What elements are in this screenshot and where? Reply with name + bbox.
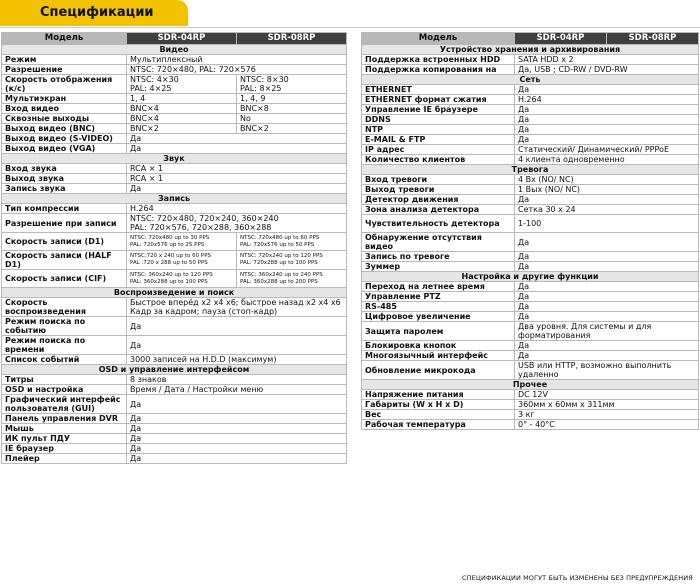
spec-value: DC 12V (515, 390, 699, 400)
spec-label: IE браузер (2, 444, 127, 454)
spec-label: Разрешение при записи (2, 214, 127, 233)
spec-row (362, 155, 699, 165)
spec-value: Да (515, 105, 699, 115)
spec-value: No (237, 114, 347, 124)
spec-label: ETHERNET (362, 85, 515, 95)
spec-label: Обнаружение отсутствия видео (362, 233, 515, 252)
spec-row (362, 312, 699, 322)
spec-row (362, 215, 699, 233)
spec-value: Да (127, 434, 347, 444)
spec-label: Выход звука (2, 174, 127, 184)
spec-value: NTSC: 720x240 up to 120 PPS PAL: 720x288 up to 100 PPS (237, 251, 347, 270)
spec-label: Блокировка кнопок (362, 341, 515, 351)
spec-label: NTP (362, 125, 515, 135)
section-header (362, 75, 699, 85)
spec-label: Управление IE браузере (362, 105, 515, 115)
spec-value: Сетка 30 x 24 (515, 205, 699, 215)
spec-row (2, 355, 347, 365)
spec-value: 1-100 (515, 215, 699, 233)
spec-row (2, 233, 347, 251)
spec-row (2, 214, 347, 233)
spec-value: 8 знаков (127, 375, 347, 385)
spec-label: Запись звука (2, 184, 127, 194)
spec-row (362, 65, 699, 75)
spec-value: Да (127, 144, 347, 154)
spec-label: Титры (2, 375, 127, 385)
spec-row (362, 135, 699, 145)
spec-label: RS-485 (362, 302, 515, 312)
section-title: Запись (2, 194, 347, 204)
spec-row (362, 351, 699, 361)
spec-row (2, 144, 347, 154)
section-title: Воспроизведение и поиск (2, 288, 347, 298)
spec-value: NTSC:720 x 240 up to 60 PPS PAL :720 x 288 up to 50 PPS (127, 251, 237, 270)
spec-label: ETHERNET формат сжатия (362, 95, 515, 105)
spec-label: Защита паролем (362, 322, 515, 341)
section-title: Тревога (362, 165, 699, 175)
spec-value: BNC×4 (127, 114, 237, 124)
spec-row (2, 204, 347, 214)
spec-label: Вход звука (2, 164, 127, 174)
spec-value: Да (515, 125, 699, 135)
spec-value: H.264 (515, 95, 699, 105)
spec-value: Да (127, 444, 347, 454)
spec-label: Рабочая температура (362, 420, 515, 430)
spec-value: Да (127, 414, 347, 424)
spec-table-left (1, 32, 347, 464)
spec-row (2, 317, 347, 336)
spec-row (2, 336, 347, 355)
spec-row (2, 444, 347, 454)
spec-label: Сквозные выходы (2, 114, 127, 124)
spec-value: Да (515, 115, 699, 125)
table-header (2, 33, 347, 45)
spec-row (2, 164, 347, 174)
spec-label: OSD и настройка (2, 385, 127, 395)
spec-label: Чувствительность детектора (362, 215, 515, 233)
spec-value: SATA HDD x 2 (515, 55, 699, 65)
spec-value: BNC×4 (127, 104, 237, 114)
spec-label: E-MAIL & FTP (362, 135, 515, 145)
spec-row (2, 385, 347, 395)
spec-value: BNC×2 (127, 124, 237, 134)
spec-value: 1, 4, 9 (237, 94, 347, 104)
spec-label: Выход видео (BNC) (2, 124, 127, 134)
spec-value: 3 кг (515, 410, 699, 420)
spec-row (2, 104, 347, 114)
spec-row (362, 400, 699, 410)
section-header (2, 154, 347, 164)
spec-value: NTSC: 720×480, PAL: 720×576 (127, 65, 347, 75)
section-title: Сеть (362, 75, 699, 85)
spec-label: Режим (2, 55, 127, 65)
spec-value: Да (127, 134, 347, 144)
spec-value: Два уровня. Для системы и для форматирования (515, 322, 699, 341)
spec-row (2, 174, 347, 184)
spec-row (2, 454, 347, 464)
section-header (2, 194, 347, 204)
spec-row (362, 292, 699, 302)
section-title: Прочее (362, 380, 699, 390)
spec-value: NTSC: 720×480, 720×240, 360×240 PAL: 720×576, 720×288, 360×288 (127, 214, 347, 233)
spec-row (362, 390, 699, 400)
section-header (2, 288, 347, 298)
header-model: Модель (362, 33, 515, 45)
spec-label: Разрешение (2, 65, 127, 75)
spec-value: Да (515, 302, 699, 312)
spec-row (362, 282, 699, 292)
spec-row (362, 95, 699, 105)
spec-value: Да (515, 292, 699, 302)
spec-value: Время / Дата / Настройки меню (127, 385, 347, 395)
spec-label: Список событий (2, 355, 127, 365)
spec-row (362, 205, 699, 215)
spec-row (2, 414, 347, 424)
spec-label: Мультиэкран (2, 94, 127, 104)
spec-row (2, 270, 347, 288)
spec-row (362, 262, 699, 272)
spec-table-right (361, 32, 699, 430)
spec-value: Да (127, 454, 347, 464)
title-tab (0, 0, 188, 26)
spec-row (362, 145, 699, 155)
spec-value: Быстрое вперёд x2 x4 x6; быстрое назад x2 x4 x6 Кадр за кадром; пауза (стоп-кадр) (127, 298, 347, 317)
spec-value: 4 Вх (NO/ NC) (515, 175, 699, 185)
section-title: Настройка и другие функции (362, 272, 699, 282)
spec-value: USB или HTTP, возможно выполнить удаленно (515, 361, 699, 380)
spec-row (2, 75, 347, 94)
spec-label: Запись по тревоге (362, 252, 515, 262)
spec-label: Режим поиска по времени (2, 336, 127, 355)
spec-value: Да (515, 341, 699, 351)
spec-row (362, 85, 699, 95)
spec-label: Обновление микрокода (362, 361, 515, 380)
spec-label: Вход видео (2, 104, 127, 114)
spec-value: RCA × 1 (127, 164, 347, 174)
header-model: Модель (2, 33, 127, 45)
spec-row (2, 434, 347, 444)
header-col-sdr04rp: SDR-04RP (127, 33, 237, 45)
header-col-sdr04rp: SDR-04RP (515, 33, 607, 45)
spec-value: 360мм x 60мм x 311мм (515, 400, 699, 410)
spec-row (362, 361, 699, 380)
spec-row (2, 134, 347, 144)
spec-value: BNC×8 (237, 104, 347, 114)
spec-label: Габариты (W x H x D) (362, 400, 515, 410)
spec-label: Режим поиска по событию (2, 317, 127, 336)
title-rule (0, 27, 700, 28)
spec-label: DDNS (362, 115, 515, 125)
spec-label: Скорость воспроизведения (2, 298, 127, 317)
spec-value: Да (515, 85, 699, 95)
spec-label: Скорость записи (HALF D1) (2, 251, 127, 270)
spec-row (2, 114, 347, 124)
spec-label: Цифровое увеличение (362, 312, 515, 322)
spec-value: Да (515, 312, 699, 322)
spec-label: Поддержка копирования на (362, 65, 515, 75)
spec-value: H.264 (127, 204, 347, 214)
spec-label: Мышь (2, 424, 127, 434)
spec-value: Да (515, 282, 699, 292)
spec-row (362, 252, 699, 262)
spec-value: Статический/ Динамический/ PPPoE (515, 145, 699, 155)
spec-row (2, 124, 347, 134)
spec-value: Да (515, 195, 699, 205)
spec-value: 1 Вых (NO/ NC) (515, 185, 699, 195)
spec-label: Вход тревоги (362, 175, 515, 185)
spec-label: Многоязычный интерфейс (362, 351, 515, 361)
spec-value: NTSC: 720x480 up to 30 PPS PAL: 720x576 up to 25 PPS (127, 233, 237, 251)
spec-value: Да (515, 262, 699, 272)
spec-row (362, 341, 699, 351)
spec-row (362, 233, 699, 252)
spec-row (362, 175, 699, 185)
spec-label: Графический интерфейс пользователя (GUI) (2, 395, 127, 414)
spec-value: Да (127, 395, 347, 414)
spec-value: Да (515, 233, 699, 252)
spec-label: Напряжение питания (362, 390, 515, 400)
spec-label: Количество клиентов (362, 155, 515, 165)
spec-value: Да (127, 336, 347, 355)
spec-value: RCA × 1 (127, 174, 347, 184)
section-header (2, 365, 347, 375)
spec-row (2, 251, 347, 270)
table-header (362, 33, 699, 45)
spec-value: 3000 записей на H.D.D (максимум) (127, 355, 347, 365)
spec-value: Да (515, 351, 699, 361)
spec-row (362, 125, 699, 135)
spec-row (2, 94, 347, 104)
spec-label: Выход тревоги (362, 185, 515, 195)
spec-row (362, 322, 699, 341)
spec-label: Панель управления DVR (2, 414, 127, 424)
section-title: OSD и управление интерфейсом (2, 365, 347, 375)
section-header (362, 380, 699, 390)
section-header (2, 45, 347, 55)
section-title: Устройство хранения и архивирования (362, 45, 699, 55)
spec-row (362, 410, 699, 420)
section-header (362, 165, 699, 175)
spec-label: Детектор движения (362, 195, 515, 205)
spec-value: NTSC: 360x240 up to 240 PPS PAL: 360x288 up to 200 PPS (237, 270, 347, 288)
spec-label: IP адрес (362, 145, 515, 155)
spec-label: Зона анализа детектора (362, 205, 515, 215)
spec-label: Управление PTZ (362, 292, 515, 302)
spec-value: Мультиплексный (127, 55, 347, 65)
spec-row (2, 184, 347, 194)
spec-row (2, 424, 347, 434)
spec-label: Тип компрессии (2, 204, 127, 214)
spec-row (2, 395, 347, 414)
spec-label: Переход на летнее время (362, 282, 515, 292)
spec-row (2, 298, 347, 317)
header-col-sdr08rp: SDR-08RP (237, 33, 347, 45)
spec-value: Да (515, 135, 699, 145)
spec-label: Скорость записи (CIF) (2, 270, 127, 288)
section-title: Видео (2, 45, 347, 55)
spec-row (2, 55, 347, 65)
spec-value: NTSC: 4×30 PAL: 4×25 (127, 75, 237, 94)
spec-row (362, 302, 699, 312)
section-header (362, 272, 699, 282)
spec-label: Скорость отображения (к/с) (2, 75, 127, 94)
spec-label: Зуммер (362, 262, 515, 272)
spec-row (362, 420, 699, 430)
spec-label: Плейер (2, 454, 127, 464)
spec-value: 0° - 40°C (515, 420, 699, 430)
spec-label: Скорость записи (D1) (2, 233, 127, 251)
header-col-sdr08rp: SDR-08RP (607, 33, 699, 45)
spec-value: 1, 4 (127, 94, 237, 104)
spec-value: NTSC: 720x480 up to 60 PPS PAL: 720x576 up to 50 PPS (237, 233, 347, 251)
spec-value: NTSC: 8×30 PAL: 8×25 (237, 75, 347, 94)
spec-value: Да (127, 317, 347, 336)
spec-value: BNC×2 (237, 124, 347, 134)
spec-row (362, 105, 699, 115)
section-title: Звук (2, 154, 347, 164)
spec-value: Да (127, 184, 347, 194)
spec-row (362, 115, 699, 125)
spec-label: Выход видео (VGA) (2, 144, 127, 154)
spec-row (2, 375, 347, 385)
spec-row (362, 195, 699, 205)
section-header (362, 45, 699, 55)
spec-value: Да, USB ; CD-RW / DVD-RW (515, 65, 699, 75)
spec-value: Да (515, 252, 699, 262)
spec-label: ИК пульт ПДУ (2, 434, 127, 444)
spec-label: Поддержка встроенных HDD (362, 55, 515, 65)
spec-value: Да (127, 424, 347, 434)
spec-value: NTSC: 360x240 up to 120 PPS PAL: 360x288 up to 100 PPS (127, 270, 237, 288)
footer-note: СПЕЦИФИКАЦИИ МОГУТ БЫТЬ ИЗМЕНЕНЫ БЕЗ ПРЕДУПРЕЖДЕНИЯ (462, 574, 693, 582)
spec-row (362, 55, 699, 65)
spec-label: Выход видео (S-VIDEO) (2, 134, 127, 144)
page-title: Спецификации (40, 5, 154, 20)
spec-row (2, 65, 347, 75)
spec-row (362, 185, 699, 195)
spec-value: 4 клиента одновременно (515, 155, 699, 165)
spec-label: Вес (362, 410, 515, 420)
